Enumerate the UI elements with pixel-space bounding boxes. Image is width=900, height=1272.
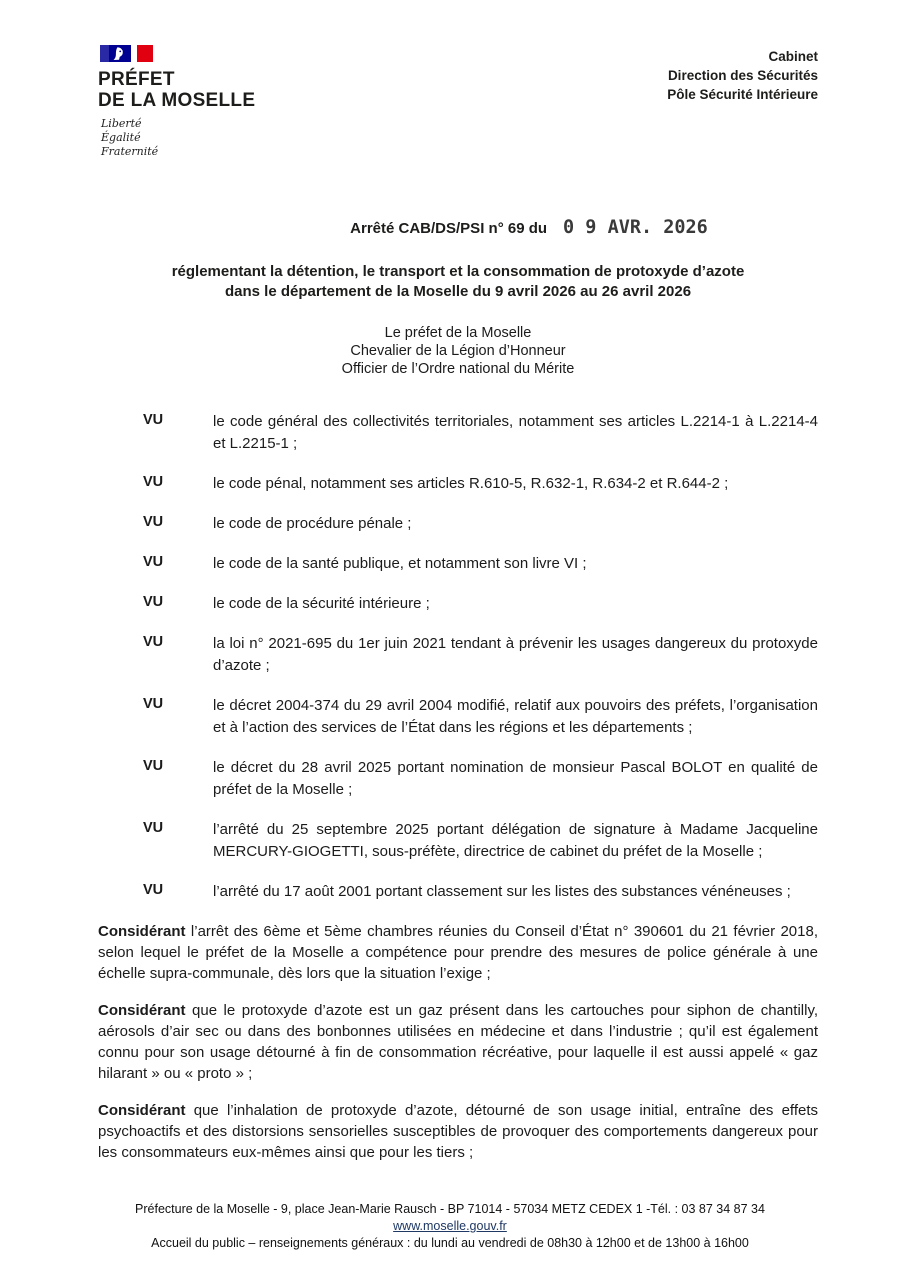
header [98,45,818,159]
vu-item [98,553,818,575]
considerant-paragraph [98,1000,818,1084]
vu-item [98,819,818,863]
arrete-title-row [169,217,889,238]
vu-item [98,411,818,455]
vu-label: VU [143,758,164,774]
vu-text: le code de la sécurité intérieure ; [213,595,430,612]
vu-label: VU [143,820,164,836]
vu-section [98,411,818,903]
vu-label: VU [143,634,164,650]
marianne-logo [98,45,255,159]
vu-text: l’arrêté du 17 août 2001 portant classement sur les listes des substances vénéneuses ; [213,883,791,900]
service-line-cabinet: Cabinet [768,49,818,64]
service-line-pole: Pôle Sécurité Intérieure [667,87,818,102]
vu-label: VU [143,412,164,428]
vu-text: le code de la santé publique, et notamment son livre VI ; [213,555,587,572]
vu-label: VU [143,882,164,898]
prefet-wordmark-line2: DE LA MOSELLE [98,90,256,111]
vu-item [98,513,818,535]
vu-text: le code pénal, notamment ses articles R.610-5, R.632-1, R.634-2 et R.644-2 ; [213,475,729,492]
vu-text: la loi n° 2021-695 du 1er juin 2021 tendant à prévenir les usages dangereux du protoxyde d’azote ; [213,635,818,674]
issuer-line-3: Officier de l’Ordre national du Mérite [341,361,575,377]
motto-fraternite: Fraternité [101,145,159,158]
arrete-title: Arrêté CAB/DS/PSI n° 69 du [350,220,548,237]
french-flag-marianne-icon [100,45,153,62]
vu-label: VU [143,594,164,610]
footer-address: Préfecture de la Moselle - 9, place Jean-Marie Rausch - BP 71014 - 57034 METZ CEDEX 1 -Tél. : 03 87 34 87 34 [135,1202,765,1216]
service-line-direction: Direction des Sécurités [667,68,818,83]
vu-item [98,881,818,903]
issuer-line-1: Le préfet de la Moselle [384,325,532,341]
considerant-section [98,921,818,1163]
footer-website-row [0,1218,900,1235]
considerant-text: que le protoxyde d’azote est un gaz présent dans les cartouches pour siphon de chantilly, aérosols d’air sec ou dans des bonbonnes utilisées en médecine et dans l’industrie ; qu’il est également connu pour son usage détourné à fin de consommation récréative, pour laquelle il est aussi appelé « gaz hilarant » ou « proto » ; [98,1002,818,1082]
vu-item [98,473,818,495]
vu-label: VU [143,474,164,490]
vu-label: VU [143,696,164,712]
considerant-lead: Considérant [98,1002,186,1019]
vu-text: le décret 2004-374 du 29 avril 2004 modifié, relatif aux pouvoirs des préfets, l’organisation et à l’action des services de l’État dans les régions et les départements ; [213,697,818,736]
issuer-line-2: Chevalier de la Légion d’Honneur [350,343,566,359]
considerant-lead: Considérant [98,923,186,940]
considerant-lead: Considérant [98,1102,186,1119]
vu-item [98,757,818,801]
vu-item [98,695,818,739]
vu-label: VU [143,554,164,570]
considerant-paragraph [98,921,818,984]
motto-egalite: Égalité [101,131,141,144]
vu-text: le décret du 28 avril 2025 portant nomination de monsieur Pascal BOLOT en qualité de préfet de la Moselle ; [213,759,818,798]
service-block [667,45,818,104]
prefet-wordmark-line1: PRÉFET [98,69,175,90]
vu-label: VU [143,514,164,530]
subject [98,262,818,302]
vu-text: le code général des collectivités territoriales, notamment ses articles L.2214-1 à L.2214-4 et L.2215-1 ; [213,413,818,452]
motto [101,117,255,159]
subject-line-2: dans le département de la Moselle du 9 avril 2026 au 26 avril 2026 [224,283,692,300]
considerant-text: que l’inhalation de protoxyde d’azote, détourné de son usage initial, entraîne des effets psychoactifs et des distorsions sensorielles susceptibles de provoquer des comportements dangereux pour les consommateurs eux-mêmes ainsi que pour les tiers ; [98,1102,818,1161]
vu-text: le code de procédure pénale ; [213,515,412,532]
date-stamp: 0 9 AVR. 2026 [563,217,708,238]
vu-text: l’arrêté du 25 septembre 2025 portant délégation de signature à Madame Jacqueline MERCURY-GIOGETTI, sous-préfète, directrice de cabinet du préfet de la Moselle ; [213,821,818,860]
footer-hours: Accueil du public – renseignements généraux : du lundi au vendredi de 08h30 à 12h00 et de 13h00 à 16h00 [151,1236,749,1250]
footer-website-link[interactable]: www.moselle.gouv.fr [393,1219,507,1233]
vu-item [98,633,818,677]
issuer-block [98,324,818,378]
footer [0,1201,900,1252]
considerant-paragraph [98,1100,818,1163]
considerant-text: l’arrêt des 6ème et 5ème chambres réunies du Conseil d’État n° 390601 du 21 février 2018, selon lequel le préfet de la Moselle a compétence pour prendre des mesures de police générale à une échelle supra-communale, dès lors que la situation l’exige ; [98,923,818,982]
motto-liberte: Liberté [101,117,142,130]
subject-line-1: réglementant la détention, le transport et la consommation de protoxyde d’azote [171,263,745,280]
vu-item [98,593,818,615]
